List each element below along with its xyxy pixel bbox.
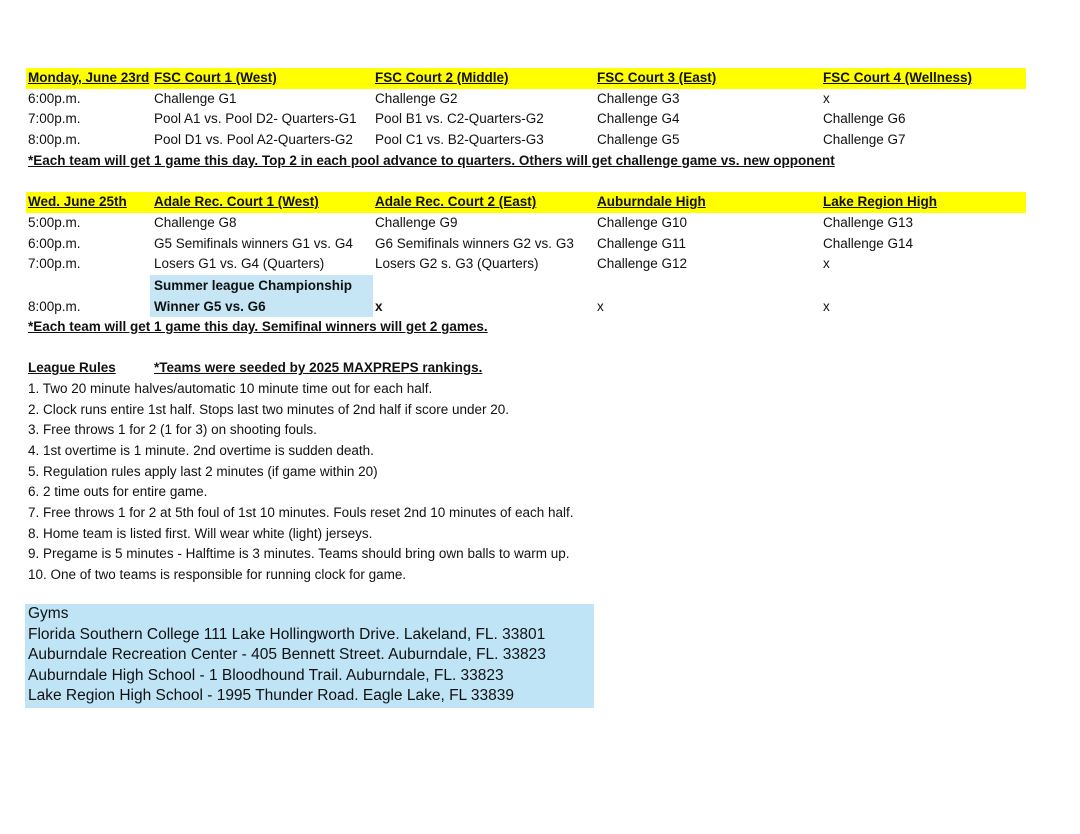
game-cell: x bbox=[823, 256, 830, 272]
gyms-box bbox=[25, 604, 594, 708]
game-cell: Pool B1 vs. C2-Quarters-G2 bbox=[375, 111, 544, 127]
wednesday-row bbox=[26, 213, 1026, 234]
wednesday-row bbox=[26, 254, 1026, 275]
rule-item bbox=[26, 400, 1026, 421]
rules-header-row bbox=[26, 358, 1026, 379]
rule-text: 1. Two 20 minute halves/automatic 10 minute time out for each half. bbox=[28, 380, 433, 396]
game-cell: Challenge G5 bbox=[597, 132, 680, 148]
seeding-note: *Teams were seeded by 2025 MAXPREPS rankings. bbox=[154, 360, 483, 376]
time-cell: 7:00p.m. bbox=[28, 256, 81, 272]
gym-address: Auburndale Recreation Center - 405 Bennett Street. Auburndale, FL. 33823 bbox=[28, 646, 546, 663]
gym-address: Florida Southern College 111 Lake Hollingworth Drive. Lakeland, FL. 33801 bbox=[28, 625, 546, 643]
wednesday-court3-header: Auburndale High bbox=[597, 194, 706, 210]
gym-address: Auburndale High School - 1 Bloodhound Trail. Auburndale, FL. 33823 bbox=[28, 666, 504, 684]
game-cell: Challenge G11 bbox=[597, 235, 687, 251]
game-cell: Challenge G1 bbox=[154, 90, 237, 106]
monday-date-header: Monday, June 23rd bbox=[28, 70, 150, 85]
rules-title: League Rules bbox=[28, 360, 116, 376]
time-cell: 8:00p.m. bbox=[28, 132, 81, 148]
game-cell: Challenge G2 bbox=[375, 90, 458, 106]
game-cell: Pool D1 vs. Pool A2-Quarters-G2 bbox=[154, 132, 353, 148]
wednesday-row bbox=[26, 234, 1026, 255]
wednesday-date-header: Wed. June 25th bbox=[28, 194, 127, 210]
game-cell: Pool A1 vs. Pool D2- Quarters-G1 bbox=[154, 111, 357, 127]
rule-text: 9. Pregame is 5 minutes - Halftime is 3 minutes. Teams should bring own balls to warm up. bbox=[28, 546, 570, 562]
championship-row bbox=[26, 275, 1026, 317]
rule-text: 6. 2 time outs for entire game. bbox=[28, 484, 208, 500]
monday-court1-header: FSC Court 1 (West) bbox=[154, 70, 277, 85]
spacer bbox=[26, 338, 1026, 359]
rule-text: 7. Free throws 1 for 2 at 5th foul of 1st 10 minutes. Fouls reset 2nd 10 minutes of each half. bbox=[28, 505, 574, 521]
championship-title: Summer league Championship bbox=[154, 277, 353, 293]
rule-text: 10. One of two teams is responsible for running clock for game. bbox=[28, 567, 407, 583]
game-cell: Losers G1 vs. G4 (Quarters) bbox=[154, 256, 325, 272]
game-cell: x bbox=[823, 90, 830, 106]
game-cell: Challenge G7 bbox=[823, 132, 906, 148]
championship-matchup: Winner G5 vs. G6 bbox=[154, 298, 266, 314]
schedule-sheet bbox=[26, 68, 1026, 586]
monday-row bbox=[26, 109, 1026, 130]
monday-court3-header: FSC Court 3 (East) bbox=[597, 70, 717, 85]
rule-item bbox=[26, 420, 1026, 441]
rule-item bbox=[26, 462, 1026, 483]
game-cell: x bbox=[375, 298, 383, 314]
wednesday-court1-header: Adale Rec. Court 1 (West) bbox=[154, 194, 319, 210]
wednesday-note-row bbox=[26, 317, 1026, 338]
game-cell: Challenge G14 bbox=[823, 235, 914, 251]
rule-text: 4. 1st overtime is 1 minute. 2nd overtime is sudden death. bbox=[28, 443, 374, 458]
rule-item bbox=[26, 565, 1026, 586]
wednesday-note: *Each team will get 1 game this day. Semifinal winners will get 2 games. bbox=[28, 318, 488, 334]
monday-row bbox=[26, 89, 1026, 110]
time-cell: 6:00p.m. bbox=[28, 235, 81, 251]
wednesday-court4-header: Lake Region High bbox=[823, 194, 938, 210]
championship-cell bbox=[150, 275, 373, 317]
game-cell: Challenge G9 bbox=[375, 214, 458, 230]
rule-text: 3. Free throws 1 for 2 (1 for 3) on shooting fouls. bbox=[28, 422, 317, 438]
rule-text: 8. Home team is listed first. Will wear white (light) jerseys. bbox=[28, 525, 373, 541]
game-cell: Challenge G12 bbox=[597, 256, 688, 272]
rule-item bbox=[26, 379, 1026, 400]
monday-row bbox=[26, 130, 1026, 151]
rule-item bbox=[26, 503, 1026, 524]
rule-item bbox=[26, 544, 1026, 565]
monday-note-row bbox=[26, 151, 1026, 172]
monday-court4-header: FSC Court 4 (Wellness) bbox=[823, 70, 973, 85]
time-cell: 5:00p.m. bbox=[28, 214, 81, 230]
wednesday-header-row bbox=[26, 192, 1026, 213]
game-cell: Losers G2 s. G3 (Quarters) bbox=[375, 256, 539, 272]
monday-header-row bbox=[26, 68, 1026, 89]
gyms-title: Gyms bbox=[28, 605, 69, 622]
rule-text: 5. Regulation rules apply last 2 minutes (if game within 20) bbox=[28, 463, 378, 479]
rule-item bbox=[26, 482, 1026, 503]
time-cell: 6:00p.m. bbox=[28, 90, 81, 106]
rule-text: 2. Clock runs entire 1st half. Stops last two minutes of 2nd half if score under 20. bbox=[28, 401, 509, 417]
game-cell: Challenge G10 bbox=[597, 214, 688, 230]
rule-item bbox=[26, 441, 1026, 462]
game-cell: x bbox=[823, 298, 830, 314]
game-cell: G6 Semifinals winners G2 vs. G3 bbox=[375, 235, 574, 251]
game-cell: Pool C1 vs. B2-Quarters-G3 bbox=[375, 132, 544, 148]
game-cell: Challenge G6 bbox=[823, 111, 906, 127]
spacer bbox=[26, 171, 1026, 192]
wednesday-court2-header: Adale Rec. Court 2 (East) bbox=[375, 194, 537, 210]
monday-note: *Each team will get 1 game this day. Top 2 in each pool advance to quarters. Others will get challenge game vs. new opponent bbox=[28, 152, 835, 168]
game-cell: Challenge G4 bbox=[597, 111, 680, 127]
game-cell: Challenge G13 bbox=[823, 214, 914, 230]
time-cell: 8:00p.m. bbox=[28, 298, 81, 314]
game-cell: G5 Semifinals winners G1 vs. G4 bbox=[154, 235, 353, 251]
game-cell: Challenge G8 bbox=[154, 214, 237, 230]
time-cell: 7:00p.m. bbox=[28, 111, 81, 127]
rule-item bbox=[26, 524, 1026, 545]
gym-address: Lake Region High School - 1995 Thunder Road. Eagle Lake, FL 33839 bbox=[28, 687, 515, 704]
monday-court2-header: FSC Court 2 (Middle) bbox=[375, 70, 509, 85]
game-cell: x bbox=[597, 298, 604, 314]
game-cell: Challenge G3 bbox=[597, 90, 680, 106]
